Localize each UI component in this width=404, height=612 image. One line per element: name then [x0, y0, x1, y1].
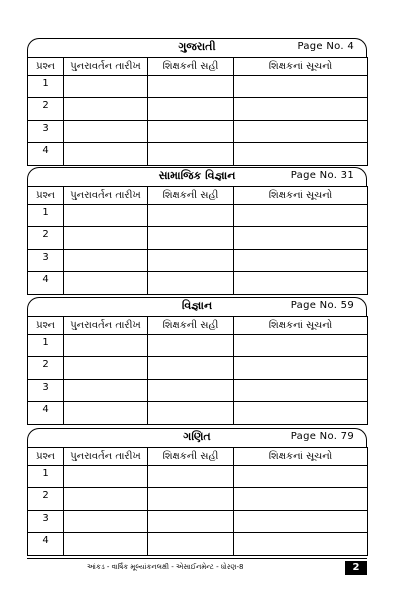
header-teacher-signature: શિક્ષકની સહી [148, 58, 234, 76]
revision-date-cell[interactable] [64, 335, 148, 357]
question-number: 2 [28, 98, 64, 120]
signature-cell[interactable] [148, 120, 234, 142]
remarks-cell[interactable] [234, 98, 368, 120]
header-revision-date: પુનરાવર્તન તારીખ [64, 317, 148, 335]
page-footer [27, 558, 367, 577]
table-row [28, 379, 368, 401]
remarks-cell[interactable] [234, 533, 368, 555]
remarks-cell[interactable] [234, 120, 368, 142]
question-number: 3 [28, 379, 64, 401]
table-row [28, 76, 368, 98]
table-row [28, 120, 368, 142]
remarks-cell[interactable] [234, 227, 368, 249]
revision-date-cell[interactable] [64, 143, 148, 165]
revision-table [27, 186, 368, 295]
remarks-cell[interactable] [234, 76, 368, 98]
signature-cell[interactable] [148, 335, 234, 357]
section-title-bar [27, 297, 367, 316]
section-science [27, 297, 367, 425]
signature-cell[interactable] [148, 488, 234, 510]
remarks-cell[interactable] [234, 272, 368, 294]
question-number: 3 [28, 120, 64, 142]
revision-table [27, 447, 368, 556]
header-teacher-remarks: શિક્ષકનાં સૂચનો [234, 317, 368, 335]
header-teacher-remarks: શિક્ષકનાં સૂચનો [234, 448, 368, 466]
table-row [28, 272, 368, 294]
table-row [28, 205, 368, 227]
revision-table [27, 57, 368, 166]
revision-table [27, 316, 368, 425]
header-revision-date: પુનરાવર્તન તારીખ [64, 58, 148, 76]
table-row [28, 98, 368, 120]
section-social-science [27, 167, 367, 295]
revision-date-cell[interactable] [64, 272, 148, 294]
question-number: 4 [28, 533, 64, 555]
signature-cell[interactable] [148, 98, 234, 120]
section-gujarati [27, 38, 367, 166]
section-title-bar [27, 167, 367, 186]
table-header-row [28, 448, 368, 466]
remarks-cell[interactable] [234, 357, 368, 379]
question-number: 3 [28, 249, 64, 271]
header-revision-date: પુનરાવર્તન તારીખ [64, 448, 148, 466]
question-number: 2 [28, 227, 64, 249]
remarks-cell[interactable] [234, 402, 368, 424]
revision-date-cell[interactable] [64, 488, 148, 510]
question-number: 1 [28, 466, 64, 488]
header-teacher-remarks: શિક્ષકનાં સૂચનો [234, 187, 368, 205]
question-number: 2 [28, 357, 64, 379]
section-title-bar [27, 428, 367, 447]
revision-date-cell[interactable] [64, 510, 148, 532]
remarks-cell[interactable] [234, 143, 368, 165]
signature-cell[interactable] [148, 249, 234, 271]
header-teacher-remarks: શિક્ષકનાં સૂચનો [234, 58, 368, 76]
signature-cell[interactable] [148, 379, 234, 401]
table-header-row [28, 187, 368, 205]
page-number-badge: 2 [345, 561, 367, 575]
page-reference: Page No. 4 [297, 41, 354, 52]
section-title: ગુજરાતી [178, 40, 216, 53]
question-number: 3 [28, 510, 64, 532]
header-question: પ્રશ્ન [28, 448, 64, 466]
revision-date-cell[interactable] [64, 227, 148, 249]
remarks-cell[interactable] [234, 488, 368, 510]
question-number: 1 [28, 76, 64, 98]
table-row [28, 249, 368, 271]
question-number: 1 [28, 335, 64, 357]
revision-date-cell[interactable] [64, 205, 148, 227]
page-reference: Page No. 79 [290, 431, 354, 442]
header-teacher-signature: શિક્ષકની સહી [148, 187, 234, 205]
table-row [28, 143, 368, 165]
signature-cell[interactable] [148, 272, 234, 294]
table-row [28, 466, 368, 488]
table-row [28, 357, 368, 379]
remarks-cell[interactable] [234, 335, 368, 357]
section-title: સામાજિક વિજ્ઞાન [158, 169, 236, 182]
revision-date-cell[interactable] [64, 357, 148, 379]
signature-cell[interactable] [148, 76, 234, 98]
signature-cell[interactable] [148, 227, 234, 249]
revision-date-cell[interactable] [64, 76, 148, 98]
section-title: ગણિત [183, 430, 211, 443]
table-header-row [28, 58, 368, 76]
revision-date-cell[interactable] [64, 98, 148, 120]
signature-cell[interactable] [148, 143, 234, 165]
footer-text: આંકડ - વાર્ષિક મૂલ્યાંકનલક્ષી - એસાઈનમેન્ટ - ધોરણ-8 [87, 563, 244, 571]
page-reference: Page No. 59 [290, 300, 354, 311]
table-row [28, 510, 368, 532]
remarks-cell[interactable] [234, 466, 368, 488]
revision-date-cell[interactable] [64, 249, 148, 271]
signature-cell[interactable] [148, 466, 234, 488]
revision-date-cell[interactable] [64, 402, 148, 424]
remarks-cell[interactable] [234, 379, 368, 401]
signature-cell[interactable] [148, 402, 234, 424]
signature-cell[interactable] [148, 510, 234, 532]
question-number: 4 [28, 143, 64, 165]
signature-cell[interactable] [148, 357, 234, 379]
remarks-cell[interactable] [234, 249, 368, 271]
section-title-bar [27, 38, 367, 57]
remarks-cell[interactable] [234, 510, 368, 532]
revision-date-cell[interactable] [64, 466, 148, 488]
header-question: પ્રશ્ન [28, 317, 64, 335]
revision-date-cell[interactable] [64, 379, 148, 401]
table-row [28, 533, 368, 555]
page-reference: Page No. 31 [290, 170, 354, 181]
table-row [28, 488, 368, 510]
question-number: 4 [28, 272, 64, 294]
header-question: પ્રશ્ન [28, 58, 64, 76]
signature-cell[interactable] [148, 205, 234, 227]
header-teacher-signature: શિક્ષકની સહી [148, 448, 234, 466]
question-number: 2 [28, 488, 64, 510]
table-row [28, 227, 368, 249]
section-title: વિજ્ઞાન [181, 299, 213, 312]
remarks-cell[interactable] [234, 205, 368, 227]
revision-date-cell[interactable] [64, 120, 148, 142]
question-number: 4 [28, 402, 64, 424]
signature-cell[interactable] [148, 533, 234, 555]
header-revision-date: પુનરાવર્તન તારીખ [64, 187, 148, 205]
revision-date-cell[interactable] [64, 533, 148, 555]
header-teacher-signature: શિક્ષકની સહી [148, 317, 234, 335]
table-row [28, 335, 368, 357]
header-question: પ્રશ્ન [28, 187, 64, 205]
question-number: 1 [28, 205, 64, 227]
section-mathematics [27, 428, 367, 556]
table-row [28, 402, 368, 424]
table-header-row [28, 317, 368, 335]
